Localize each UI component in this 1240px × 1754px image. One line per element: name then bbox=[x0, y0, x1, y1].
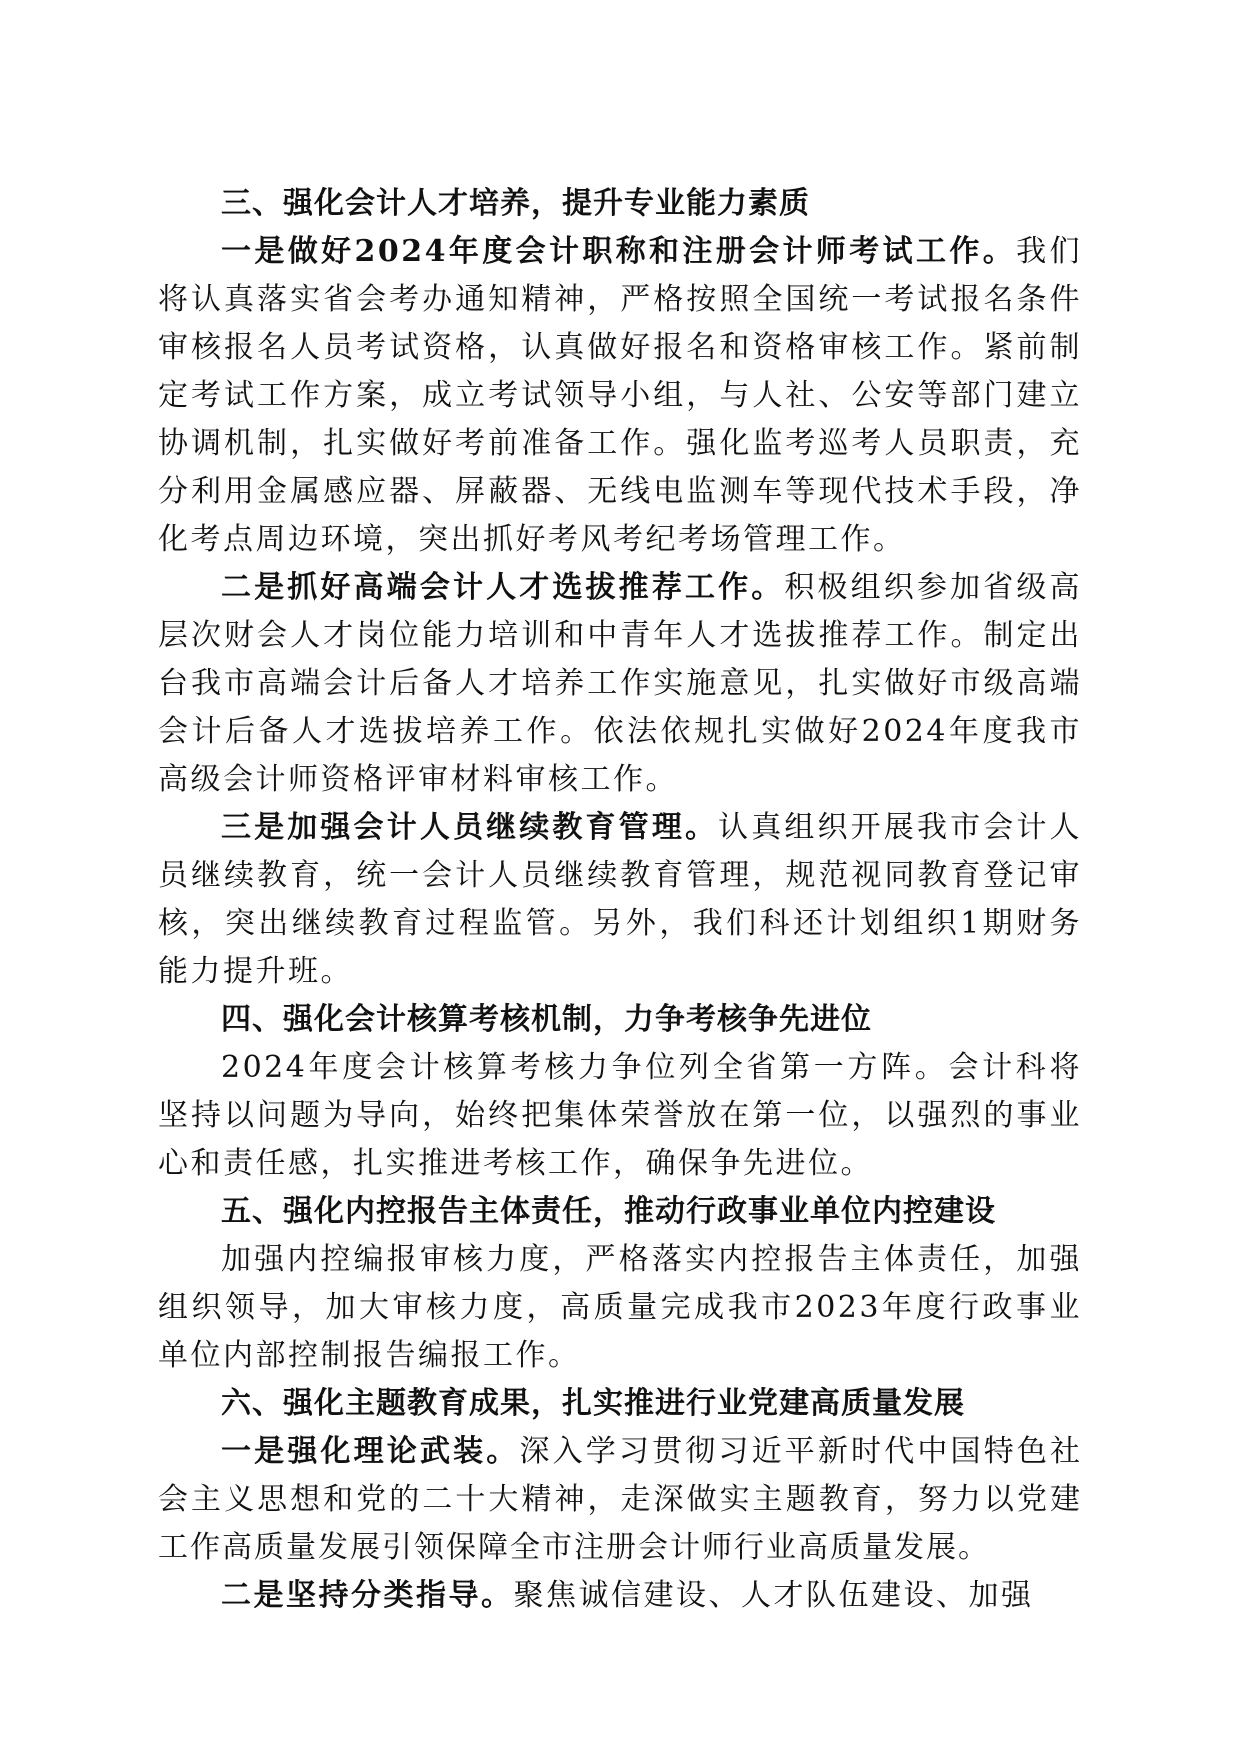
paragraph-lead: 三是加强会计人员继续教育管理。 bbox=[221, 810, 719, 845]
paragraph-text: 加强内控编报审核力度，严格落实内控报告主体责任，加强组织领导，加大审核力度，高质量完成我市2023年度行政事业单位内部控制报告编报工作。 bbox=[158, 1242, 1082, 1373]
paragraph-accounting-assessment bbox=[158, 1044, 1082, 1188]
paragraph-text: 我们将认真落实省会考办通知精神，严格按照全国统一考试报名条件审核报名人员考试资格，认真做好报名和资格审核工作。紧前制定考试工作方案，成立考试领导小组，与人社、公安等部门建立协调机制，扎实做好考前准备工作。强化监考巡考人员职责，充分利用金属感应器、屏蔽器、无线电监测车等现代技术手段，净化考点周边环境，突出抓好考风考纪考场管理工作。 bbox=[158, 234, 1083, 557]
paragraph-continuing-education bbox=[158, 804, 1082, 996]
paragraph-text: 深入学习贯彻习近平新时代中国特色社会主义思想和党的二十大精神，走深做实主题教育，努力以党建工作高质量发展引领保障全市注册会计师行业高质量发展。 bbox=[158, 1434, 1083, 1565]
paragraph-theory-study bbox=[158, 1428, 1082, 1572]
section-heading-five: 五、强化内控报告主体责任，推动行政事业单位内控建设 bbox=[221, 1194, 996, 1229]
paragraph-talent-selection bbox=[158, 564, 1082, 804]
paragraph-text: 积极组织参加省级高层次财会人才岗位能力培训和中青年人才选拔推荐工作。制定出台我市高端会计后备人才培养工作实施意见，扎实做好市级高端会计后备人才选拔培养工作。依法依规扎实做好2024年度我市高级会计师资格评审材料审核工作。 bbox=[158, 570, 1083, 797]
section-heading-four: 四、强化会计核算考核机制，力争考核争先进位 bbox=[221, 1002, 872, 1037]
paragraph-text: 聚焦诚信建设、人才队伍建设、加强 bbox=[513, 1578, 1034, 1613]
paragraph-exam-work bbox=[158, 228, 1082, 564]
paragraph-lead: 二是坚持分类指导。 bbox=[221, 1578, 514, 1613]
paragraph-lead: 二是抓好高端会计人才选拔推荐工作。 bbox=[221, 570, 785, 605]
paragraph-internal-control bbox=[158, 1236, 1082, 1380]
section-heading-three: 三、强化会计人才培养，提升专业能力素质 bbox=[221, 186, 810, 221]
document-body bbox=[158, 180, 1082, 1620]
section-heading-six: 六、强化主题教育成果，扎实推进行业党建高质量发展 bbox=[221, 1386, 965, 1421]
paragraph-text: 认真组织开展我市会计人员继续教育，统一会计人员继续教育管理，规范视同教育登记审核，突出继续教育过程监管。另外，我们科还计划组织1期财务能力提升班。 bbox=[158, 810, 1083, 989]
paragraph-lead: 一是做好2024年度会计职称和注册会计师考试工作。 bbox=[221, 234, 1017, 269]
paragraph-text: 2024年度会计核算考核力争位列全省第一方阵。会计科将坚持以问题为导向，始终把集体荣誉放在第一位，以强烈的事业心和责任感，扎实推进考核工作，确保争先进位。 bbox=[158, 1050, 1082, 1181]
paragraph-classified-guidance bbox=[158, 1572, 1082, 1620]
paragraph-lead: 一是强化理论武装。 bbox=[221, 1434, 520, 1469]
